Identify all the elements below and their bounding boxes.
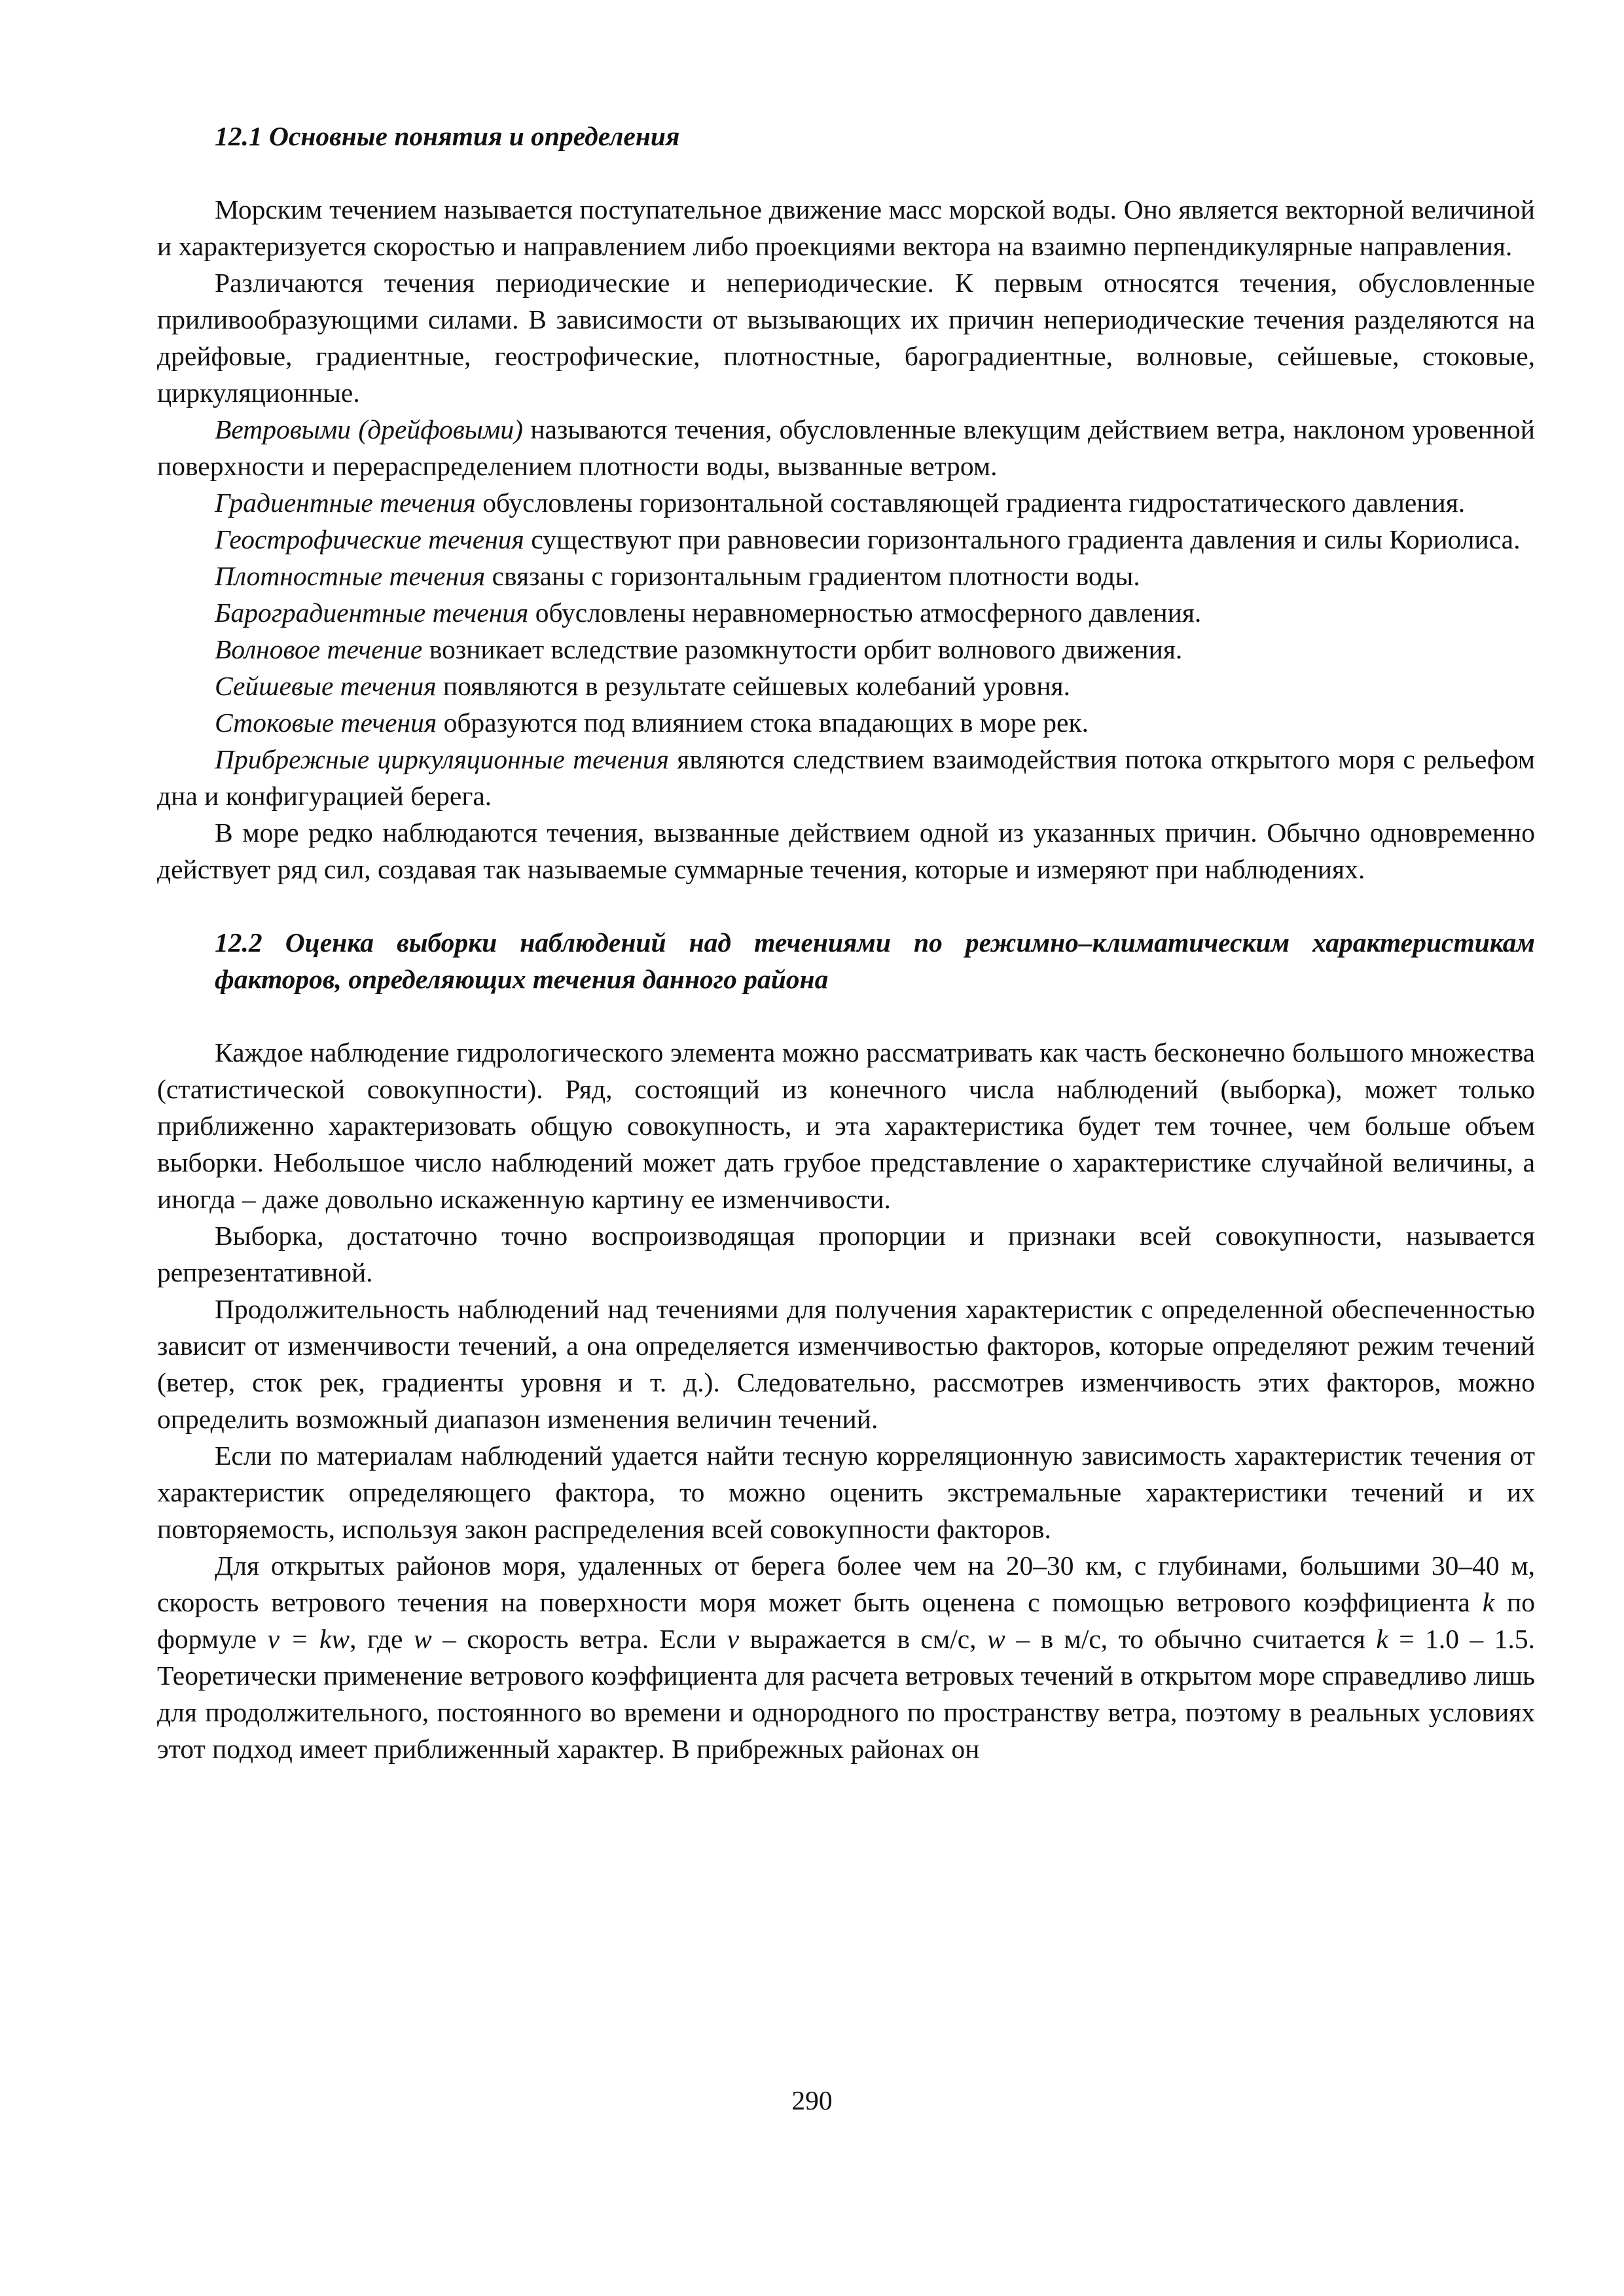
variable-k: k: [1376, 1624, 1388, 1654]
variable-k: k: [1482, 1587, 1495, 1617]
paragraph: Выборка, достаточно точно воспроизводящая пропорции и признаки всей совокупности, называется репрезентативной.: [157, 1221, 1535, 1287]
definition-paragraph: [157, 558, 1535, 594]
definition-paragraph: [157, 484, 1535, 521]
document-page: [157, 98, 1535, 1767]
variable-w: w: [987, 1624, 1005, 1654]
definition-text: возникает вследствие разомкнутости орбит волнового движения.: [422, 634, 1183, 664]
definition-term: Прибрежные циркуляционные течения: [215, 744, 669, 774]
definition-paragraph: [157, 704, 1535, 741]
definition-text: образуются под влиянием стока впадающих в море рек.: [437, 708, 1089, 738]
definition-paragraph: [157, 594, 1535, 631]
text-run: по формуле: [157, 1587, 1535, 1654]
text-run: , где: [350, 1624, 414, 1654]
text-run: – в м/с, то обычно считается: [1005, 1624, 1377, 1654]
definition-text: связаны с горизонтальным градиентом плотности воды.: [485, 561, 1140, 591]
paragraph: Морским течением называется поступательное движение масс морской воды. Оно является векторной величиной и характеризуется скоростью и направлением либо проекциями вектора на взаимно перпендикулярные направления.: [157, 194, 1535, 261]
paragraph: Продолжительность наблюдений над течениями для получения характеристик с определенной обеспеченностью зависит от изменчивости течений, а она определяется изменчивостью факторов, которые определяют режим течений (ветер, сток рек, градиенты уровня и т. д.). Следовательно, рассмотрев изменчивость этих факторов, можно определить возможный диапазон изменения величин течений.: [157, 1294, 1535, 1434]
definition-term: Градиентные течения: [215, 488, 476, 518]
variable-v: v: [727, 1624, 740, 1654]
definition-paragraph: [157, 631, 1535, 668]
definition-text: обусловлены горизонтальной составляющей градиента гидростатического давления.: [475, 488, 1466, 518]
definition-term: Плотностные течения: [215, 561, 486, 591]
text-run: выражается в см/с,: [739, 1624, 988, 1654]
definition-paragraph: [157, 668, 1535, 704]
paragraph: Различаются течения периодические и непериодические. К первым относятся течения, обусловленные приливообразующими силами. В зависимости от вызывающих их причин непериодические течения разделяются на дрейфовые, градиентные, геострофические, плотностные, бароградиентные, волновые, сейшевые, стоковые, циркуляционные.: [157, 268, 1535, 408]
definition-term: Геострофические течения: [215, 524, 524, 554]
section-heading-12-2: 12.2 Оценка выборки наблюдений над течениями по режимно–климатическим характеристикам факторов, определяющих течения данного района: [215, 927, 1535, 994]
variable-w: w: [413, 1624, 432, 1654]
definition-term: Стоковые течения: [215, 708, 437, 738]
text-run: Для открытых районов моря, удаленных от берега более чем на 20–30 км, с глубинами, большими 30–40 м, скорость ветрового течения на поверхности моря может быть оценена с помощью ветрового коэффициента: [157, 1551, 1535, 1617]
definition-term: Бароградиентные течения: [215, 598, 529, 628]
paragraph-with-formula: [157, 1547, 1535, 1767]
definition-term: Сейшевые течения: [215, 671, 437, 701]
definition-term: Ветровыми (дрейфовыми): [215, 414, 523, 444]
paragraph: Каждое наблюдение гидрологического элемента можно рассматривать как часть бесконечно большого множества (статистической совокупности). Ряд, состоящий из конечного числа наблюдений (выборка), может только приближенно характеризовать общую совокупность, и эта характеристика будет тем точнее, чем больше объем выборки. Небольшое число наблюдений может дать грубое представление о характеристике случайной величины, а иногда – даже довольно искаженную картину ее изменчивости.: [157, 1037, 1535, 1214]
definition-term: Волновое течение: [215, 634, 423, 664]
definition-text: существуют при равновесии горизонтального градиента давления и силы Кориолиса.: [524, 524, 1521, 554]
paragraph: Если по материалам наблюдений удается найти тесную корреляционную зависимость характеристик течения от характеристик определяющего фактора, то можно оценить экстремальные характеристики течений и их повторяемость, используя закон распределения всей совокупности факторов.: [157, 1441, 1535, 1544]
text-run: = 1.0 – 1.5. Теоретически применение ветрового коэффициента для расчета ветровых течений в открытом море справедливо лишь для продолжительного, постоянного во времени и однородного по пространству ветра, поэтому в реальных условиях этот подход имеет приближенный характер. В прибрежных районах он: [157, 1624, 1535, 1764]
definition-paragraph: [157, 521, 1535, 558]
formula: v = kw: [267, 1624, 350, 1654]
definition-text: являются следствием взаимодействия потока открытого моря с рельефом дна и конфигурацией берега.: [157, 744, 1536, 811]
text-run: – скорость ветра. Если: [431, 1624, 727, 1654]
paragraph: В море редко наблюдаются течения, вызванные действием одной из указанных причин. Обычно одновременно действует ряд сил, создавая так называемые суммарные течения, которые и измеряют при наблюдениях.: [157, 817, 1535, 884]
page-number: 290: [791, 2085, 833, 2115]
definition-text: появляются в результате сейшевых колебаний уровня.: [436, 671, 1070, 701]
definition-text: обусловлены неравномерностью атмосферного давления.: [528, 598, 1202, 628]
section-heading-12-1: 12.1 Основные понятия и определения: [215, 121, 680, 151]
definition-paragraph: [157, 411, 1535, 484]
definition-paragraph: [157, 741, 1535, 814]
definition-text: называются течения, обусловленные влекущим действием ветра, наклоном уровенной поверхности и перераспределением плотности воды, вызванные ветром.: [157, 414, 1535, 481]
